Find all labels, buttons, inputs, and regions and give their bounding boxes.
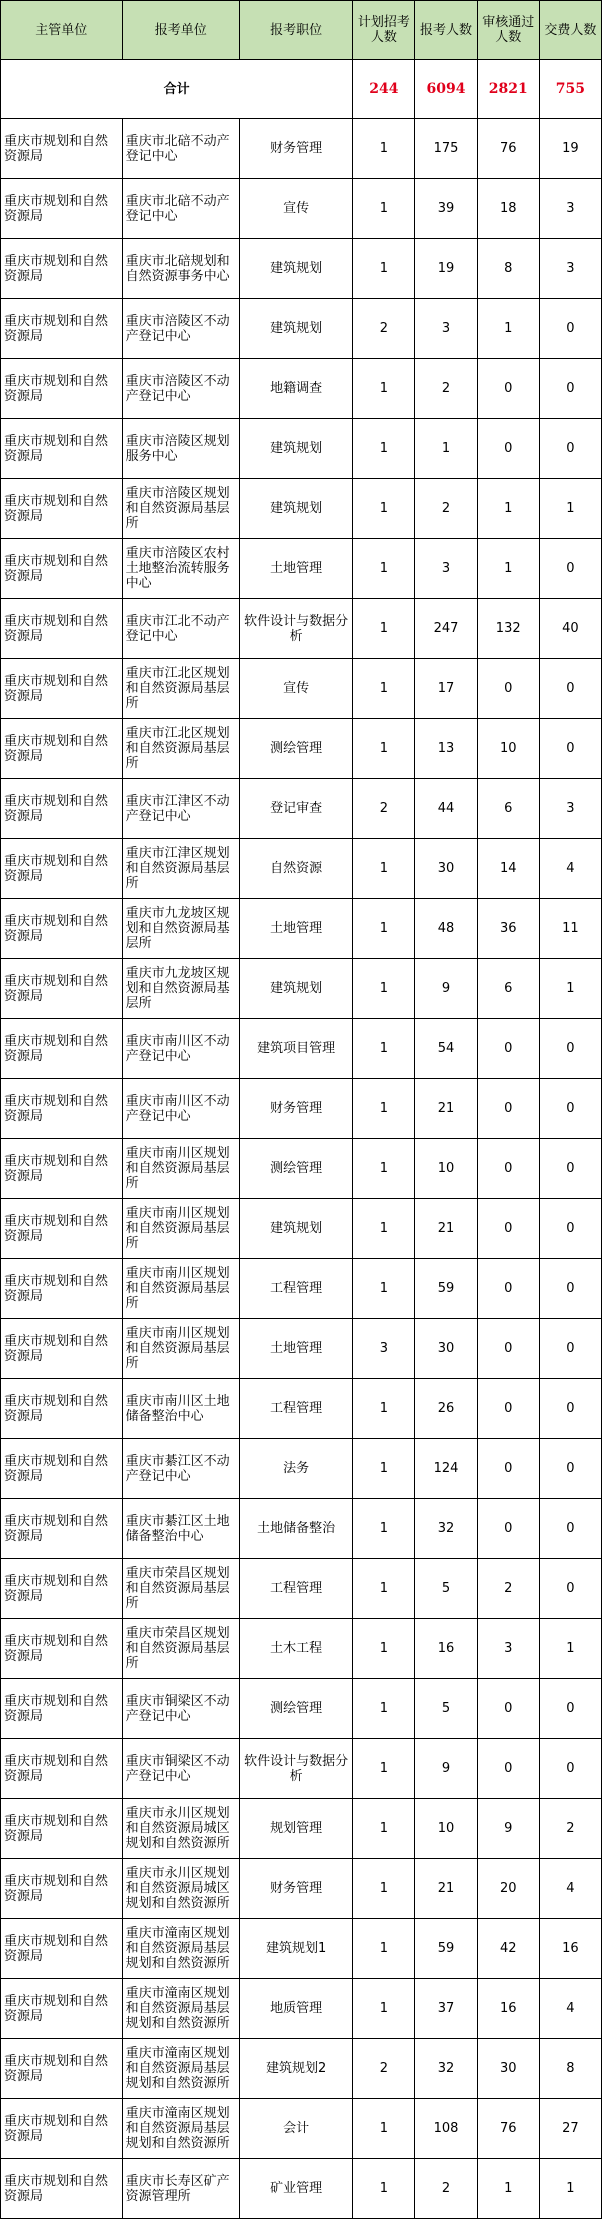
cell-position: 地质管理 bbox=[240, 1979, 353, 2039]
cell-paid: 0 bbox=[539, 719, 601, 779]
total-planned: 244 bbox=[353, 60, 415, 119]
cell-paid: 0 bbox=[539, 1139, 601, 1199]
cell-approved: 20 bbox=[477, 1859, 539, 1919]
cell-position: 建筑规划 bbox=[240, 239, 353, 299]
cell-planned: 1 bbox=[353, 1079, 415, 1139]
cell-applicants: 48 bbox=[415, 899, 477, 959]
cell-planned: 1 bbox=[353, 419, 415, 479]
cell-position: 建筑规划 bbox=[240, 959, 353, 1019]
table-row bbox=[1, 1919, 602, 1979]
cell-planned: 1 bbox=[353, 1679, 415, 1739]
cell-approved: 3 bbox=[477, 1619, 539, 1679]
cell-position: 规划管理 bbox=[240, 1799, 353, 1859]
cell-position: 登记审查 bbox=[240, 779, 353, 839]
cell-approved: 0 bbox=[477, 659, 539, 719]
cell-unit: 重庆市南川区规划和自然资源局基层所 bbox=[122, 1199, 239, 1259]
cell-position: 财务管理 bbox=[240, 1079, 353, 1139]
cell-applicants: 247 bbox=[415, 599, 477, 659]
table-row bbox=[1, 959, 602, 1019]
table-row bbox=[1, 419, 602, 479]
cell-unit: 重庆市北碚不动产登记中心 bbox=[122, 179, 239, 239]
cell-applicants: 5 bbox=[415, 1679, 477, 1739]
cell-planned: 1 bbox=[353, 1499, 415, 1559]
total-label: 合计 bbox=[1, 60, 353, 119]
cell-approved: 0 bbox=[477, 1499, 539, 1559]
cell-position: 工程管理 bbox=[240, 1259, 353, 1319]
cell-applicants: 21 bbox=[415, 1079, 477, 1139]
cell-paid: 8 bbox=[539, 2039, 601, 2099]
cell-position: 建筑规划 bbox=[240, 419, 353, 479]
cell-unit: 重庆市潼南区规划和自然资源局基层规划和自然资源所 bbox=[122, 2039, 239, 2099]
total-applicants: 6094 bbox=[415, 60, 477, 119]
cell-position: 工程管理 bbox=[240, 1379, 353, 1439]
total-paid: 755 bbox=[539, 60, 601, 119]
cell-dept: 重庆市规划和自然资源局 bbox=[1, 1019, 123, 1079]
cell-approved: 0 bbox=[477, 1139, 539, 1199]
cell-approved: 1 bbox=[477, 539, 539, 599]
cell-dept: 重庆市规划和自然资源局 bbox=[1, 1559, 123, 1619]
cell-paid: 3 bbox=[539, 239, 601, 299]
cell-dept: 重庆市规划和自然资源局 bbox=[1, 239, 123, 299]
table-row bbox=[1, 1139, 602, 1199]
cell-dept: 重庆市规划和自然资源局 bbox=[1, 1799, 123, 1859]
cell-unit: 重庆市南川区规划和自然资源局基层所 bbox=[122, 1319, 239, 1379]
cell-planned: 2 bbox=[353, 779, 415, 839]
cell-position: 宣传 bbox=[240, 659, 353, 719]
cell-paid: 0 bbox=[539, 1499, 601, 1559]
cell-planned: 1 bbox=[353, 1019, 415, 1079]
table-row bbox=[1, 1559, 602, 1619]
cell-applicants: 2 bbox=[415, 479, 477, 539]
cell-approved: 0 bbox=[477, 1379, 539, 1439]
cell-approved: 0 bbox=[477, 1259, 539, 1319]
cell-dept: 重庆市规划和自然资源局 bbox=[1, 2159, 123, 2219]
cell-position: 宣传 bbox=[240, 179, 353, 239]
cell-approved: 0 bbox=[477, 1079, 539, 1139]
cell-applicants: 17 bbox=[415, 659, 477, 719]
cell-applicants: 54 bbox=[415, 1019, 477, 1079]
table-row bbox=[1, 1499, 602, 1559]
cell-applicants: 10 bbox=[415, 1799, 477, 1859]
cell-unit: 重庆市涪陵区规划服务中心 bbox=[122, 419, 239, 479]
cell-position: 建筑规划2 bbox=[240, 2039, 353, 2099]
cell-dept: 重庆市规划和自然资源局 bbox=[1, 1859, 123, 1919]
cell-planned: 1 bbox=[353, 1919, 415, 1979]
cell-planned: 1 bbox=[353, 179, 415, 239]
cell-dept: 重庆市规划和自然资源局 bbox=[1, 359, 123, 419]
cell-approved: 18 bbox=[477, 179, 539, 239]
cell-paid: 40 bbox=[539, 599, 601, 659]
cell-dept: 重庆市规划和自然资源局 bbox=[1, 1979, 123, 2039]
cell-unit: 重庆市江北区规划和自然资源局基层所 bbox=[122, 659, 239, 719]
cell-planned: 1 bbox=[353, 1559, 415, 1619]
cell-paid: 19 bbox=[539, 119, 601, 179]
cell-position: 财务管理 bbox=[240, 1859, 353, 1919]
header-approved: 审核通过人数 bbox=[477, 1, 539, 60]
total-row bbox=[1, 60, 602, 119]
cell-paid: 1 bbox=[539, 479, 601, 539]
table-row bbox=[1, 899, 602, 959]
cell-position: 土地储备整治 bbox=[240, 1499, 353, 1559]
cell-unit: 重庆市南川区规划和自然资源局基层所 bbox=[122, 1259, 239, 1319]
cell-dept: 重庆市规划和自然资源局 bbox=[1, 959, 123, 1019]
table-row bbox=[1, 1799, 602, 1859]
cell-dept: 重庆市规划和自然资源局 bbox=[1, 299, 123, 359]
cell-dept: 重庆市规划和自然资源局 bbox=[1, 419, 123, 479]
header-row bbox=[1, 1, 602, 60]
cell-position: 财务管理 bbox=[240, 119, 353, 179]
cell-planned: 1 bbox=[353, 839, 415, 899]
cell-unit: 重庆市潼南区规划和自然资源局基层规划和自然资源所 bbox=[122, 1979, 239, 2039]
cell-dept: 重庆市规划和自然资源局 bbox=[1, 1379, 123, 1439]
cell-dept: 重庆市规划和自然资源局 bbox=[1, 1919, 123, 1979]
cell-approved: 10 bbox=[477, 719, 539, 779]
cell-dept: 重庆市规划和自然资源局 bbox=[1, 779, 123, 839]
cell-applicants: 2 bbox=[415, 359, 477, 419]
cell-position: 测绘管理 bbox=[240, 1679, 353, 1739]
cell-applicants: 108 bbox=[415, 2099, 477, 2159]
cell-approved: 8 bbox=[477, 239, 539, 299]
cell-dept: 重庆市规划和自然资源局 bbox=[1, 899, 123, 959]
cell-planned: 1 bbox=[353, 599, 415, 659]
table-row bbox=[1, 1019, 602, 1079]
cell-planned: 1 bbox=[353, 659, 415, 719]
table-row bbox=[1, 1679, 602, 1739]
cell-position: 建筑规划1 bbox=[240, 1919, 353, 1979]
table-row bbox=[1, 1259, 602, 1319]
table-row bbox=[1, 599, 602, 659]
cell-paid: 0 bbox=[539, 359, 601, 419]
cell-unit: 重庆市九龙坡区规划和自然资源局基层所 bbox=[122, 959, 239, 1019]
cell-paid: 2 bbox=[539, 1799, 601, 1859]
cell-dept: 重庆市规划和自然资源局 bbox=[1, 2099, 123, 2159]
cell-applicants: 37 bbox=[415, 1979, 477, 2039]
cell-approved: 0 bbox=[477, 1199, 539, 1259]
cell-unit: 重庆市铜梁区不动产登记中心 bbox=[122, 1679, 239, 1739]
cell-paid: 0 bbox=[539, 1559, 601, 1619]
cell-applicants: 59 bbox=[415, 1259, 477, 1319]
cell-planned: 1 bbox=[353, 1799, 415, 1859]
cell-approved: 0 bbox=[477, 1439, 539, 1499]
total-approved: 2821 bbox=[477, 60, 539, 119]
cell-approved: 0 bbox=[477, 359, 539, 419]
cell-planned: 1 bbox=[353, 899, 415, 959]
cell-dept: 重庆市规划和自然资源局 bbox=[1, 719, 123, 779]
cell-dept: 重庆市规划和自然资源局 bbox=[1, 1739, 123, 1799]
cell-unit: 重庆市涪陵区农村土地整治流转服务中心 bbox=[122, 539, 239, 599]
cell-unit: 重庆市荣昌区规划和自然资源局基层所 bbox=[122, 1559, 239, 1619]
table-row bbox=[1, 1199, 602, 1259]
cell-position: 工程管理 bbox=[240, 1559, 353, 1619]
cell-applicants: 32 bbox=[415, 2039, 477, 2099]
cell-dept: 重庆市规划和自然资源局 bbox=[1, 1619, 123, 1679]
header-planned: 计划招考人数 bbox=[353, 1, 415, 60]
table-row bbox=[1, 239, 602, 299]
cell-unit: 重庆市江北区规划和自然资源局基层所 bbox=[122, 719, 239, 779]
cell-paid: 0 bbox=[539, 419, 601, 479]
cell-dept: 重庆市规划和自然资源局 bbox=[1, 1259, 123, 1319]
cell-unit: 重庆市北碚不动产登记中心 bbox=[122, 119, 239, 179]
cell-approved: 2 bbox=[477, 1559, 539, 1619]
table-row bbox=[1, 2159, 602, 2219]
cell-planned: 1 bbox=[353, 479, 415, 539]
cell-position: 建筑规划 bbox=[240, 299, 353, 359]
cell-planned: 1 bbox=[353, 1739, 415, 1799]
cell-position: 测绘管理 bbox=[240, 1139, 353, 1199]
cell-paid: 0 bbox=[539, 539, 601, 599]
cell-unit: 重庆市綦江区不动产登记中心 bbox=[122, 1439, 239, 1499]
cell-dept: 重庆市规划和自然资源局 bbox=[1, 1139, 123, 1199]
cell-unit: 重庆市涪陵区不动产登记中心 bbox=[122, 359, 239, 419]
cell-applicants: 59 bbox=[415, 1919, 477, 1979]
cell-position: 测绘管理 bbox=[240, 719, 353, 779]
cell-planned: 1 bbox=[353, 119, 415, 179]
cell-position: 建筑规划 bbox=[240, 1199, 353, 1259]
cell-dept: 重庆市规划和自然资源局 bbox=[1, 659, 123, 719]
cell-approved: 1 bbox=[477, 299, 539, 359]
cell-position: 土木工程 bbox=[240, 1619, 353, 1679]
cell-approved: 6 bbox=[477, 959, 539, 1019]
cell-position: 自然资源 bbox=[240, 839, 353, 899]
cell-approved: 132 bbox=[477, 599, 539, 659]
cell-paid: 3 bbox=[539, 179, 601, 239]
cell-unit: 重庆市南川区不动产登记中心 bbox=[122, 1079, 239, 1139]
cell-paid: 0 bbox=[539, 1079, 601, 1139]
cell-applicants: 3 bbox=[415, 539, 477, 599]
table-row bbox=[1, 1379, 602, 1439]
table-row bbox=[1, 1979, 602, 2039]
header-position: 报考职位 bbox=[240, 1, 353, 60]
cell-planned: 1 bbox=[353, 1139, 415, 1199]
table-row bbox=[1, 839, 602, 899]
cell-approved: 6 bbox=[477, 779, 539, 839]
cell-planned: 1 bbox=[353, 2099, 415, 2159]
cell-dept: 重庆市规划和自然资源局 bbox=[1, 119, 123, 179]
header-unit: 报考单位 bbox=[122, 1, 239, 60]
cell-dept: 重庆市规划和自然资源局 bbox=[1, 1679, 123, 1739]
cell-planned: 1 bbox=[353, 1979, 415, 2039]
cell-dept: 重庆市规划和自然资源局 bbox=[1, 599, 123, 659]
cell-paid: 16 bbox=[539, 1919, 601, 1979]
cell-unit: 重庆市江津区规划和自然资源局基层所 bbox=[122, 839, 239, 899]
cell-paid: 11 bbox=[539, 899, 601, 959]
cell-position: 建筑规划 bbox=[240, 479, 353, 539]
cell-planned: 2 bbox=[353, 2039, 415, 2099]
cell-applicants: 44 bbox=[415, 779, 477, 839]
table-row bbox=[1, 1319, 602, 1379]
cell-unit: 重庆市永川区规划和自然资源局城区规划和自然资源所 bbox=[122, 1799, 239, 1859]
table-row bbox=[1, 179, 602, 239]
cell-applicants: 10 bbox=[415, 1139, 477, 1199]
table-row bbox=[1, 2039, 602, 2099]
table-row bbox=[1, 2099, 602, 2159]
cell-paid: 27 bbox=[539, 2099, 601, 2159]
cell-approved: 9 bbox=[477, 1799, 539, 1859]
cell-applicants: 32 bbox=[415, 1499, 477, 1559]
cell-planned: 1 bbox=[353, 959, 415, 1019]
cell-unit: 重庆市南川区规划和自然资源局基层所 bbox=[122, 1139, 239, 1199]
table-row bbox=[1, 1079, 602, 1139]
cell-position: 土地管理 bbox=[240, 539, 353, 599]
cell-unit: 重庆市九龙坡区规划和自然资源局基层所 bbox=[122, 899, 239, 959]
cell-planned: 1 bbox=[353, 1439, 415, 1499]
cell-approved: 16 bbox=[477, 1979, 539, 2039]
table-row bbox=[1, 659, 602, 719]
cell-paid: 0 bbox=[539, 1379, 601, 1439]
cell-unit: 重庆市南川区土地储备整治中心 bbox=[122, 1379, 239, 1439]
cell-applicants: 30 bbox=[415, 1319, 477, 1379]
cell-dept: 重庆市规划和自然资源局 bbox=[1, 1499, 123, 1559]
cell-paid: 0 bbox=[539, 1259, 601, 1319]
cell-paid: 4 bbox=[539, 1859, 601, 1919]
cell-applicants: 5 bbox=[415, 1559, 477, 1619]
cell-unit: 重庆市涪陵区规划和自然资源局基层所 bbox=[122, 479, 239, 539]
table-row bbox=[1, 1739, 602, 1799]
table-row bbox=[1, 539, 602, 599]
cell-planned: 1 bbox=[353, 1259, 415, 1319]
cell-applicants: 21 bbox=[415, 1859, 477, 1919]
cell-applicants: 124 bbox=[415, 1439, 477, 1499]
cell-unit: 重庆市长寿区矿产资源管理所 bbox=[122, 2159, 239, 2219]
cell-approved: 0 bbox=[477, 1739, 539, 1799]
cell-applicants: 19 bbox=[415, 239, 477, 299]
cell-planned: 1 bbox=[353, 1199, 415, 1259]
cell-paid: 4 bbox=[539, 1979, 601, 2039]
cell-dept: 重庆市规划和自然资源局 bbox=[1, 1319, 123, 1379]
cell-position: 会计 bbox=[240, 2099, 353, 2159]
cell-applicants: 16 bbox=[415, 1619, 477, 1679]
cell-approved: 1 bbox=[477, 479, 539, 539]
cell-planned: 1 bbox=[353, 2159, 415, 2219]
cell-dept: 重庆市规划和自然资源局 bbox=[1, 479, 123, 539]
cell-approved: 1 bbox=[477, 2159, 539, 2219]
cell-dept: 重庆市规划和自然资源局 bbox=[1, 1439, 123, 1499]
header-paid: 交费人数 bbox=[539, 1, 601, 60]
cell-unit: 重庆市潼南区规划和自然资源局基层规划和自然资源所 bbox=[122, 1919, 239, 1979]
cell-paid: 0 bbox=[539, 1319, 601, 1379]
cell-paid: 0 bbox=[539, 1019, 601, 1079]
cell-approved: 76 bbox=[477, 2099, 539, 2159]
table-row bbox=[1, 719, 602, 779]
cell-planned: 1 bbox=[353, 1619, 415, 1679]
cell-dept: 重庆市规划和自然资源局 bbox=[1, 1199, 123, 1259]
table-row bbox=[1, 1859, 602, 1919]
cell-position: 矿业管理 bbox=[240, 2159, 353, 2219]
cell-unit: 重庆市南川区不动产登记中心 bbox=[122, 1019, 239, 1079]
cell-paid: 0 bbox=[539, 1199, 601, 1259]
cell-applicants: 175 bbox=[415, 119, 477, 179]
cell-position: 建筑项目管理 bbox=[240, 1019, 353, 1079]
cell-paid: 4 bbox=[539, 839, 601, 899]
cell-planned: 1 bbox=[353, 359, 415, 419]
cell-approved: 30 bbox=[477, 2039, 539, 2099]
cell-unit: 重庆市江北不动产登记中心 bbox=[122, 599, 239, 659]
cell-planned: 1 bbox=[353, 239, 415, 299]
table-row bbox=[1, 299, 602, 359]
cell-position: 软件设计与数据分析 bbox=[240, 1739, 353, 1799]
cell-dept: 重庆市规划和自然资源局 bbox=[1, 839, 123, 899]
cell-unit: 重庆市北碚规划和自然资源事务中心 bbox=[122, 239, 239, 299]
cell-position: 土地管理 bbox=[240, 1319, 353, 1379]
cell-approved: 36 bbox=[477, 899, 539, 959]
cell-paid: 3 bbox=[539, 779, 601, 839]
cell-approved: 0 bbox=[477, 419, 539, 479]
cell-planned: 1 bbox=[353, 1859, 415, 1919]
cell-applicants: 39 bbox=[415, 179, 477, 239]
cell-approved: 42 bbox=[477, 1919, 539, 1979]
cell-applicants: 13 bbox=[415, 719, 477, 779]
table-row bbox=[1, 1619, 602, 1679]
cell-unit: 重庆市涪陵区不动产登记中心 bbox=[122, 299, 239, 359]
cell-dept: 重庆市规划和自然资源局 bbox=[1, 2039, 123, 2099]
cell-paid: 1 bbox=[539, 959, 601, 1019]
cell-applicants: 30 bbox=[415, 839, 477, 899]
cell-applicants: 26 bbox=[415, 1379, 477, 1439]
cell-paid: 0 bbox=[539, 1679, 601, 1739]
cell-applicants: 1 bbox=[415, 419, 477, 479]
cell-position: 地籍调查 bbox=[240, 359, 353, 419]
cell-applicants: 9 bbox=[415, 1739, 477, 1799]
cell-planned: 2 bbox=[353, 299, 415, 359]
cell-dept: 重庆市规划和自然资源局 bbox=[1, 1079, 123, 1139]
cell-approved: 76 bbox=[477, 119, 539, 179]
cell-applicants: 21 bbox=[415, 1199, 477, 1259]
cell-approved: 14 bbox=[477, 839, 539, 899]
cell-paid: 0 bbox=[539, 1739, 601, 1799]
cell-unit: 重庆市江津区不动产登记中心 bbox=[122, 779, 239, 839]
cell-approved: 0 bbox=[477, 1679, 539, 1739]
cell-applicants: 3 bbox=[415, 299, 477, 359]
cell-approved: 0 bbox=[477, 1319, 539, 1379]
cell-paid: 1 bbox=[539, 2159, 601, 2219]
cell-dept: 重庆市规划和自然资源局 bbox=[1, 179, 123, 239]
cell-applicants: 2 bbox=[415, 2159, 477, 2219]
cell-planned: 1 bbox=[353, 719, 415, 779]
cell-planned: 1 bbox=[353, 1379, 415, 1439]
cell-position: 土地管理 bbox=[240, 899, 353, 959]
header-applicants: 报考人数 bbox=[415, 1, 477, 60]
table-row bbox=[1, 1439, 602, 1499]
header-dept: 主管单位 bbox=[1, 1, 123, 60]
cell-planned: 3 bbox=[353, 1319, 415, 1379]
cell-position: 法务 bbox=[240, 1439, 353, 1499]
cell-paid: 1 bbox=[539, 1619, 601, 1679]
cell-unit: 重庆市潼南区规划和自然资源局基层规划和自然资源所 bbox=[122, 2099, 239, 2159]
cell-unit: 重庆市永川区规划和自然资源局城区规划和自然资源所 bbox=[122, 1859, 239, 1919]
cell-unit: 重庆市荣昌区规划和自然资源局基层所 bbox=[122, 1619, 239, 1679]
table-row bbox=[1, 479, 602, 539]
cell-paid: 0 bbox=[539, 299, 601, 359]
cell-paid: 0 bbox=[539, 1439, 601, 1499]
table-row bbox=[1, 779, 602, 839]
cell-unit: 重庆市綦江区土地储备整治中心 bbox=[122, 1499, 239, 1559]
cell-unit: 重庆市铜梁区不动产登记中心 bbox=[122, 1739, 239, 1799]
table-row bbox=[1, 359, 602, 419]
cell-paid: 0 bbox=[539, 659, 601, 719]
cell-position: 软件设计与数据分析 bbox=[240, 599, 353, 659]
cell-approved: 0 bbox=[477, 1019, 539, 1079]
cell-applicants: 9 bbox=[415, 959, 477, 1019]
table-row bbox=[1, 119, 602, 179]
cell-dept: 重庆市规划和自然资源局 bbox=[1, 539, 123, 599]
cell-planned: 1 bbox=[353, 539, 415, 599]
